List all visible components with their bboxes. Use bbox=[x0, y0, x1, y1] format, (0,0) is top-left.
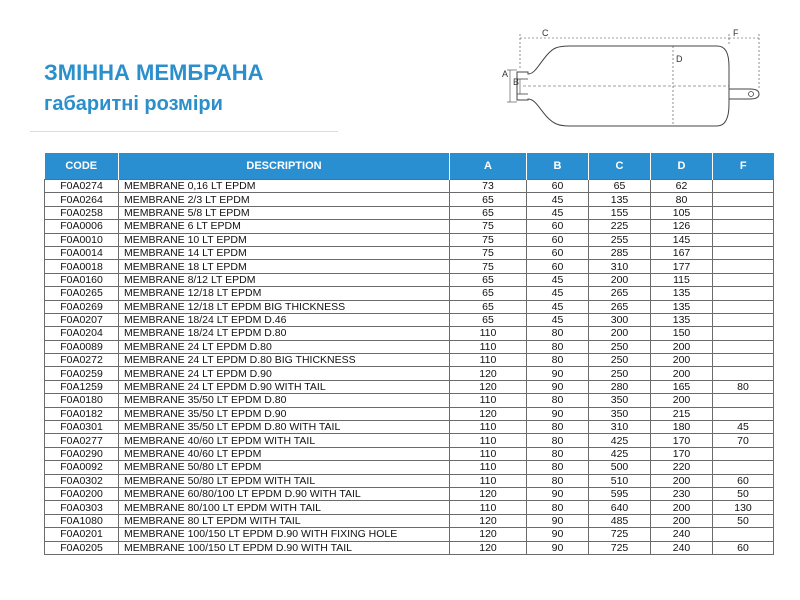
cell-b: 90 bbox=[527, 407, 589, 420]
cell-c: 265 bbox=[589, 287, 651, 300]
dim-label-b: B bbox=[513, 77, 520, 87]
cell-a: 65 bbox=[450, 193, 527, 206]
cell-b: 80 bbox=[527, 340, 589, 353]
cell-code: F0A0204 bbox=[45, 327, 119, 340]
cell-f bbox=[713, 233, 774, 246]
col-header-f: F bbox=[713, 153, 774, 180]
cell-a: 120 bbox=[450, 528, 527, 541]
table-row bbox=[45, 313, 774, 326]
cell-description: MEMBRANE 18/24 LT EPDM D.80 bbox=[119, 327, 450, 340]
cell-description: MEMBRANE 5/8 LT EPDM bbox=[119, 206, 450, 219]
dim-label-f: F bbox=[733, 28, 739, 38]
cell-description: MEMBRANE 24 LT EPDM D.80 BIG THICKNESS bbox=[119, 354, 450, 367]
cell-code: F0A0265 bbox=[45, 287, 119, 300]
col-header-code: CODE bbox=[45, 153, 119, 180]
cell-code: F0A0290 bbox=[45, 447, 119, 460]
cell-d: 62 bbox=[651, 180, 713, 193]
table-row bbox=[45, 180, 774, 193]
cell-d: 170 bbox=[651, 447, 713, 460]
cell-b: 80 bbox=[527, 354, 589, 367]
table-row bbox=[45, 394, 774, 407]
cell-f bbox=[713, 367, 774, 380]
table-row bbox=[45, 287, 774, 300]
cell-f: 130 bbox=[713, 501, 774, 514]
cell-a: 65 bbox=[450, 206, 527, 219]
cell-c: 595 bbox=[589, 487, 651, 500]
membrane-tail bbox=[729, 89, 759, 99]
cell-f bbox=[713, 193, 774, 206]
table-row bbox=[45, 246, 774, 259]
cell-description: MEMBRANE 18/24 LT EPDM D.46 bbox=[119, 313, 450, 326]
cell-f bbox=[713, 354, 774, 367]
cell-code: F0A1259 bbox=[45, 380, 119, 393]
cell-b: 90 bbox=[527, 528, 589, 541]
cell-a: 120 bbox=[450, 407, 527, 420]
cell-a: 110 bbox=[450, 474, 527, 487]
cell-f bbox=[713, 180, 774, 193]
cell-a: 75 bbox=[450, 220, 527, 233]
table-row bbox=[45, 327, 774, 340]
cell-b: 80 bbox=[527, 421, 589, 434]
table-row bbox=[45, 407, 774, 420]
cell-description: MEMBRANE 8/12 LT EPDM bbox=[119, 273, 450, 286]
cell-b: 60 bbox=[527, 220, 589, 233]
table-row bbox=[45, 340, 774, 353]
cell-code: F0A0259 bbox=[45, 367, 119, 380]
col-header-c: C bbox=[589, 153, 651, 180]
cell-code: F0A1080 bbox=[45, 514, 119, 527]
table-row bbox=[45, 447, 774, 460]
col-header-a: A bbox=[450, 153, 527, 180]
table-row bbox=[45, 487, 774, 500]
cell-a: 110 bbox=[450, 434, 527, 447]
cell-f bbox=[713, 220, 774, 233]
cell-a: 110 bbox=[450, 354, 527, 367]
table-row bbox=[45, 193, 774, 206]
cell-f bbox=[713, 260, 774, 273]
cell-code: F0A0301 bbox=[45, 421, 119, 434]
cell-d: 105 bbox=[651, 206, 713, 219]
cell-d: 167 bbox=[651, 246, 713, 259]
cell-description: MEMBRANE 35/50 LT EPDM D.80 bbox=[119, 394, 450, 407]
cell-a: 120 bbox=[450, 380, 527, 393]
cell-c: 280 bbox=[589, 380, 651, 393]
cell-code: F0A0207 bbox=[45, 313, 119, 326]
cell-code: F0A0180 bbox=[45, 394, 119, 407]
cell-description: MEMBRANE 12/18 LT EPDM bbox=[119, 287, 450, 300]
cell-c: 485 bbox=[589, 514, 651, 527]
col-header-description: DESCRIPTION bbox=[119, 153, 450, 180]
title-divider bbox=[30, 131, 338, 132]
cell-b: 80 bbox=[527, 474, 589, 487]
table-row bbox=[45, 380, 774, 393]
cell-b: 45 bbox=[527, 300, 589, 313]
table-row bbox=[45, 233, 774, 246]
cell-c: 425 bbox=[589, 434, 651, 447]
table-row bbox=[45, 421, 774, 434]
cell-d: 240 bbox=[651, 528, 713, 541]
col-header-d: D bbox=[651, 153, 713, 180]
cell-a: 73 bbox=[450, 180, 527, 193]
table-row bbox=[45, 367, 774, 380]
cell-description: MEMBRANE 50/80 LT EPDM WITH TAIL bbox=[119, 474, 450, 487]
cell-a: 75 bbox=[450, 260, 527, 273]
table-row bbox=[45, 434, 774, 447]
cell-code: F0A0018 bbox=[45, 260, 119, 273]
cell-a: 65 bbox=[450, 273, 527, 286]
cell-c: 200 bbox=[589, 273, 651, 286]
cell-code: F0A0272 bbox=[45, 354, 119, 367]
cell-b: 45 bbox=[527, 287, 589, 300]
table-row bbox=[45, 260, 774, 273]
cell-c: 350 bbox=[589, 394, 651, 407]
cell-f bbox=[713, 287, 774, 300]
cell-f: 45 bbox=[713, 421, 774, 434]
cell-description: MEMBRANE 100/150 LT EPDM D.90 WITH TAIL bbox=[119, 541, 450, 554]
cell-f bbox=[713, 394, 774, 407]
cell-a: 65 bbox=[450, 313, 527, 326]
dim-label-d: D bbox=[676, 54, 683, 64]
table-header-row bbox=[45, 153, 774, 180]
membrane-dimension-diagram bbox=[495, 22, 775, 147]
cell-f: 50 bbox=[713, 487, 774, 500]
cell-f bbox=[713, 246, 774, 259]
cell-a: 110 bbox=[450, 340, 527, 353]
cell-c: 500 bbox=[589, 461, 651, 474]
cell-c: 510 bbox=[589, 474, 651, 487]
cell-d: 200 bbox=[651, 474, 713, 487]
cell-a: 120 bbox=[450, 367, 527, 380]
cell-f: 60 bbox=[713, 474, 774, 487]
table-row bbox=[45, 220, 774, 233]
cell-c: 285 bbox=[589, 246, 651, 259]
cell-f bbox=[713, 528, 774, 541]
cell-b: 60 bbox=[527, 246, 589, 259]
cell-d: 135 bbox=[651, 313, 713, 326]
cell-f bbox=[713, 461, 774, 474]
cell-d: 230 bbox=[651, 487, 713, 500]
cell-b: 90 bbox=[527, 487, 589, 500]
cell-d: 135 bbox=[651, 287, 713, 300]
cell-f bbox=[713, 447, 774, 460]
cell-description: MEMBRANE 100/150 LT EPDM D.90 WITH FIXING HOLE bbox=[119, 528, 450, 541]
cell-c: 250 bbox=[589, 367, 651, 380]
cell-d: 145 bbox=[651, 233, 713, 246]
table-row bbox=[45, 528, 774, 541]
cell-description: MEMBRANE 10 LT EPDM bbox=[119, 233, 450, 246]
cell-d: 165 bbox=[651, 380, 713, 393]
cell-b: 45 bbox=[527, 273, 589, 286]
cell-d: 220 bbox=[651, 461, 713, 474]
cell-description: MEMBRANE 14 LT EPDM bbox=[119, 246, 450, 259]
cell-f bbox=[713, 206, 774, 219]
cell-description: MEMBRANE 40/60 LT EPDM WITH TAIL bbox=[119, 434, 450, 447]
page-title: ЗМІННА МЕМБРАНА bbox=[44, 60, 264, 85]
cell-d: 150 bbox=[651, 327, 713, 340]
cell-a: 110 bbox=[450, 501, 527, 514]
table-row bbox=[45, 273, 774, 286]
cell-code: F0A0303 bbox=[45, 501, 119, 514]
cell-c: 255 bbox=[589, 233, 651, 246]
cell-f bbox=[713, 407, 774, 420]
cell-code: F0A0092 bbox=[45, 461, 119, 474]
cell-d: 200 bbox=[651, 340, 713, 353]
cell-d: 135 bbox=[651, 300, 713, 313]
cell-b: 90 bbox=[527, 514, 589, 527]
cell-description: MEMBRANE 40/60 LT EPDM bbox=[119, 447, 450, 460]
cell-code: F0A0258 bbox=[45, 206, 119, 219]
cell-b: 45 bbox=[527, 206, 589, 219]
cell-f: 80 bbox=[713, 380, 774, 393]
cell-c: 155 bbox=[589, 206, 651, 219]
cell-d: 170 bbox=[651, 434, 713, 447]
cell-c: 300 bbox=[589, 313, 651, 326]
cell-c: 65 bbox=[589, 180, 651, 193]
cell-a: 110 bbox=[450, 327, 527, 340]
cell-c: 310 bbox=[589, 260, 651, 273]
cell-d: 200 bbox=[651, 394, 713, 407]
cell-code: F0A0277 bbox=[45, 434, 119, 447]
cell-f bbox=[713, 327, 774, 340]
cell-b: 80 bbox=[527, 327, 589, 340]
cell-description: MEMBRANE 80/100 LT EPDM WITH TAIL bbox=[119, 501, 450, 514]
table-row bbox=[45, 206, 774, 219]
cell-c: 725 bbox=[589, 541, 651, 554]
cell-a: 65 bbox=[450, 300, 527, 313]
cell-c: 225 bbox=[589, 220, 651, 233]
cell-code: F0A0274 bbox=[45, 180, 119, 193]
cell-description: MEMBRANE 24 LT EPDM D.90 WITH TAIL bbox=[119, 380, 450, 393]
cell-c: 250 bbox=[589, 340, 651, 353]
cell-description: MEMBRANE 24 LT EPDM D.90 bbox=[119, 367, 450, 380]
cell-b: 60 bbox=[527, 180, 589, 193]
table-row bbox=[45, 514, 774, 527]
cell-description: MEMBRANE 60/80/100 LT EPDM D.90 WITH TAIL bbox=[119, 487, 450, 500]
table-row bbox=[45, 474, 774, 487]
cell-d: 177 bbox=[651, 260, 713, 273]
cell-code: F0A0201 bbox=[45, 528, 119, 541]
table-row bbox=[45, 501, 774, 514]
cell-d: 200 bbox=[651, 501, 713, 514]
cell-description: MEMBRANE 80 LT EPDM WITH TAIL bbox=[119, 514, 450, 527]
table-row bbox=[45, 354, 774, 367]
cell-c: 250 bbox=[589, 354, 651, 367]
cell-b: 80 bbox=[527, 394, 589, 407]
cell-d: 200 bbox=[651, 514, 713, 527]
table-row bbox=[45, 300, 774, 313]
cell-description: MEMBRANE 24 LT EPDM D.80 bbox=[119, 340, 450, 353]
cell-a: 75 bbox=[450, 233, 527, 246]
cell-d: 215 bbox=[651, 407, 713, 420]
cell-c: 425 bbox=[589, 447, 651, 460]
cell-c: 725 bbox=[589, 528, 651, 541]
cell-code: F0A0269 bbox=[45, 300, 119, 313]
cell-f bbox=[713, 340, 774, 353]
cell-a: 110 bbox=[450, 421, 527, 434]
cell-code: F0A0010 bbox=[45, 233, 119, 246]
cell-code: F0A0205 bbox=[45, 541, 119, 554]
cell-code: F0A0089 bbox=[45, 340, 119, 353]
cell-c: 135 bbox=[589, 193, 651, 206]
cell-b: 90 bbox=[527, 367, 589, 380]
dim-label-a: A bbox=[502, 69, 509, 79]
cell-a: 110 bbox=[450, 447, 527, 460]
cell-code: F0A0264 bbox=[45, 193, 119, 206]
cell-description: MEMBRANE 12/18 LT EPDM BIG THICKNESS bbox=[119, 300, 450, 313]
cell-f bbox=[713, 313, 774, 326]
membrane-spec-table bbox=[44, 153, 774, 555]
cell-description: MEMBRANE 50/80 LT EPDM bbox=[119, 461, 450, 474]
cell-a: 110 bbox=[450, 394, 527, 407]
cell-d: 126 bbox=[651, 220, 713, 233]
cell-a: 120 bbox=[450, 487, 527, 500]
cell-description: MEMBRANE 18 LT EPDM bbox=[119, 260, 450, 273]
cell-b: 60 bbox=[527, 260, 589, 273]
cell-a: 65 bbox=[450, 287, 527, 300]
cell-b: 90 bbox=[527, 380, 589, 393]
cell-b: 80 bbox=[527, 501, 589, 514]
cell-description: MEMBRANE 35/50 LT EPDM D.80 WITH TAIL bbox=[119, 421, 450, 434]
cell-description: MEMBRANE 0,16 LT EPDM bbox=[119, 180, 450, 193]
cell-b: 45 bbox=[527, 193, 589, 206]
cell-code: F0A0006 bbox=[45, 220, 119, 233]
cell-b: 80 bbox=[527, 434, 589, 447]
dim-label-c: C bbox=[542, 28, 549, 38]
table-body bbox=[45, 180, 774, 555]
cell-c: 265 bbox=[589, 300, 651, 313]
cell-b: 60 bbox=[527, 233, 589, 246]
page-subtitle: габаритні розміри bbox=[44, 93, 223, 115]
cell-c: 350 bbox=[589, 407, 651, 420]
cell-d: 240 bbox=[651, 541, 713, 554]
cell-b: 80 bbox=[527, 447, 589, 460]
cell-code: F0A0160 bbox=[45, 273, 119, 286]
cell-code: F0A0182 bbox=[45, 407, 119, 420]
cell-d: 115 bbox=[651, 273, 713, 286]
cell-c: 200 bbox=[589, 327, 651, 340]
cell-d: 180 bbox=[651, 421, 713, 434]
cell-description: MEMBRANE 6 LT EPDM bbox=[119, 220, 450, 233]
cell-description: MEMBRANE 2/3 LT EPDM bbox=[119, 193, 450, 206]
cell-c: 640 bbox=[589, 501, 651, 514]
cell-a: 75 bbox=[450, 246, 527, 259]
cell-d: 200 bbox=[651, 354, 713, 367]
cell-c: 310 bbox=[589, 421, 651, 434]
table-row bbox=[45, 461, 774, 474]
cell-b: 45 bbox=[527, 313, 589, 326]
cell-f: 60 bbox=[713, 541, 774, 554]
cell-code: F0A0302 bbox=[45, 474, 119, 487]
cell-a: 110 bbox=[450, 461, 527, 474]
cell-a: 120 bbox=[450, 541, 527, 554]
cell-d: 80 bbox=[651, 193, 713, 206]
col-header-b: B bbox=[527, 153, 589, 180]
cell-f bbox=[713, 300, 774, 313]
cell-b: 80 bbox=[527, 461, 589, 474]
table-row bbox=[45, 541, 774, 554]
cell-code: F0A0014 bbox=[45, 246, 119, 259]
cell-b: 90 bbox=[527, 541, 589, 554]
cell-f bbox=[713, 273, 774, 286]
cell-f: 70 bbox=[713, 434, 774, 447]
cell-f: 50 bbox=[713, 514, 774, 527]
cell-a: 120 bbox=[450, 514, 527, 527]
cell-description: MEMBRANE 35/50 LT EPDM D.90 bbox=[119, 407, 450, 420]
cell-d: 200 bbox=[651, 367, 713, 380]
cell-code: F0A0200 bbox=[45, 487, 119, 500]
